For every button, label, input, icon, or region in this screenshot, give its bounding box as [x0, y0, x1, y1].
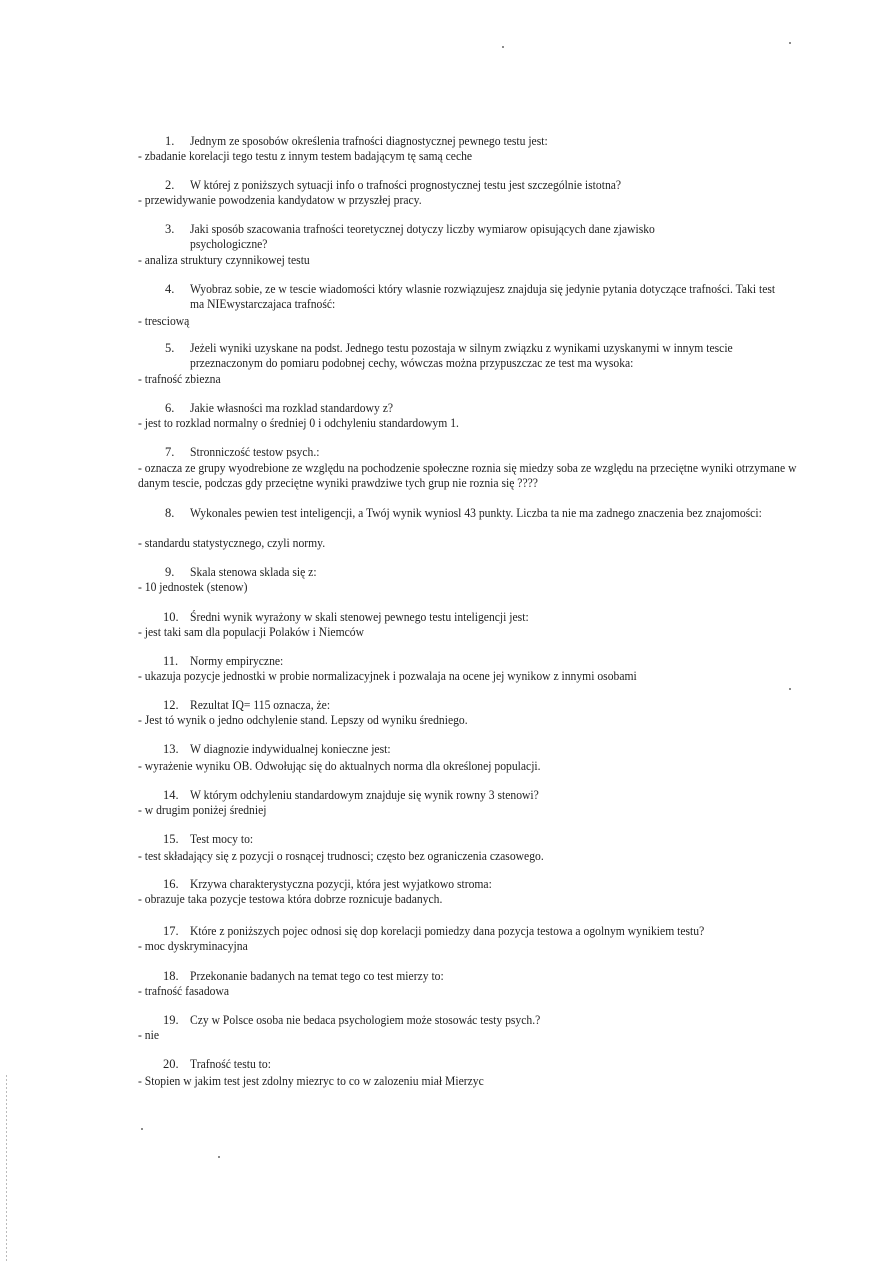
- scan-edge: [6, 1075, 7, 1263]
- question-20: [165, 1057, 805, 1072]
- answer-18: - trafność fasadowa: [138, 984, 230, 998]
- question-text: W diagnozie indywidualnej konieczne jest:: [190, 742, 391, 756]
- answer-4: - tresciową: [138, 314, 190, 328]
- question-text: Które z poniższych pojec odnosi się dop korelacji pomiedzy dana pozycja testowa a ogolnym wynikiem testu?: [190, 924, 705, 938]
- question-13: [165, 742, 805, 757]
- answer-3: - analiza struktury czynnikowej testu: [138, 253, 310, 267]
- answer-8: - standardu statystycznego, czyli normy.: [138, 536, 326, 550]
- question-text: Jakie własności ma rozklad standardowy z?: [190, 401, 394, 415]
- question-text: W którym odchyleniu standardowym znajduje się wynik rowny 3 stenowi?: [190, 788, 539, 802]
- answer-20: - Stopien w jakim test jest zdolny miezryc to co w zalozeniu miał Mierzyc: [138, 1074, 484, 1088]
- question-text: Jednym ze sposobów określenia trafności diagnostycznej pewnego testu jest:: [190, 134, 548, 148]
- question-number: 9.: [165, 565, 175, 579]
- question-number: 13.: [163, 742, 179, 756]
- question-number: 7.: [165, 445, 175, 459]
- question-text: Średni wynik wyrażony w skali stenowej pewnego testu inteligencji jest:: [190, 610, 529, 624]
- question-number: 11.: [163, 654, 179, 668]
- question-2: [165, 178, 805, 193]
- scan-speck: [502, 46, 504, 48]
- question-11: [165, 654, 805, 669]
- question-text: Wyobraz sobie, ze w tescie wiadomości który wlasnie rozwiązujesz znajduja się jedynie pytania dotyczące trafności. Taki test ma NIEwystarczajaca trafność:: [190, 282, 776, 311]
- question-text: Rezultat IQ= 115 oznacza, że:: [190, 698, 331, 712]
- question-3: [165, 222, 805, 252]
- question-10: [165, 610, 805, 625]
- question-17: [165, 924, 805, 939]
- question-text: W której z poniższych sytuacji info o trafności prognostycznej testu jest szczególnie istotna?: [190, 178, 622, 192]
- question-number: 17.: [163, 924, 179, 938]
- answer-12: - Jest tó wynik o jedno odchylenie stand. Lepszy od wyniku średniego.: [138, 713, 468, 727]
- answer-17: - moc dyskryminacyjna: [138, 939, 248, 953]
- question-number: 8.: [165, 506, 175, 520]
- answer-7: - oznacza ze grupy wyodrebione ze względu na pochodzenie społeczne roznia się miedzy soba ze względu na przeciętne wyniki otrzymane w danym tescie, podczas gdy przeciętne wyniki prawdziwe tych grup nie roznia się ????: [138, 461, 797, 490]
- question-number: 12.: [163, 698, 179, 712]
- scan-speck: [141, 1128, 143, 1130]
- question-number: 6.: [165, 401, 175, 415]
- question-5: [165, 341, 805, 371]
- answer-5: - trafność zbiezna: [138, 372, 221, 386]
- answer-15: - test składający się z pozycji o rosnącej trudnosci; często bez ograniczenia czasowego.: [138, 849, 544, 863]
- question-number: 20.: [163, 1057, 179, 1071]
- scan-speck: [789, 688, 791, 690]
- question-number: 15.: [163, 832, 179, 846]
- question-text: Skala stenowa sklada się z:: [190, 565, 317, 579]
- answer-2: - przewidywanie powodzenia kandydatow w przyszłej pracy.: [138, 193, 422, 207]
- answer-11: - ukazuja pozycje jednostki w probie normalizacyjnek i pozwalaja na ocene jej wynikow z innymi osobami: [138, 669, 637, 683]
- question-8: [165, 506, 805, 521]
- question-19: [165, 1013, 805, 1028]
- question-text: Krzywa charakterystyczna pozycji, która jest wyjatkowo stroma:: [190, 877, 492, 891]
- question-number: 16.: [163, 877, 179, 891]
- question-6: [165, 401, 805, 416]
- question-text: Stronniczość testow psych.:: [190, 445, 320, 459]
- question-text: Normy empiryczne:: [190, 654, 284, 668]
- answer-9: - 10 jednostek (stenow): [138, 580, 248, 594]
- question-number: 14.: [163, 788, 179, 802]
- question-9: [165, 565, 805, 580]
- question-number: 10.: [163, 610, 179, 624]
- answer-13: - wyrażenie wyniku OB. Odwołując się do aktualnych norma dla określonej populacji.: [138, 759, 541, 773]
- answer-6: - jest to rozklad normalny o średniej 0 i odchyleniu standardowym 1.: [138, 416, 459, 430]
- question-text: Test mocy to:: [190, 832, 254, 846]
- question-text: Czy w Polsce osoba nie bedaca psychologiem może stosowác testy psych.?: [190, 1013, 541, 1027]
- question-number: 2.: [165, 178, 175, 192]
- question-number: 3.: [165, 222, 175, 236]
- scan-speck: [789, 42, 791, 44]
- answer-14: - w drugim poniżej średniej: [138, 803, 267, 817]
- question-1: [165, 134, 805, 149]
- question-number: 4.: [165, 282, 175, 296]
- question-text: Wykonales pewien test inteligencji, a Twój wynik wyniosl 43 punkty. Liczba ta nie ma zadnego znaczenia bez znajomości:: [190, 506, 762, 520]
- question-text: Jaki sposób szacowania trafności teoretycznej dotyczy liczby wymiarow opisujących dane zjawisko psychologiczne?: [190, 222, 655, 251]
- question-16: [165, 877, 805, 892]
- question-text: Przekonanie badanych na temat tego co test mierzy to:: [190, 969, 444, 983]
- answer-19: - nie: [138, 1028, 159, 1042]
- question-text: Trafność testu to:: [190, 1057, 271, 1071]
- answer-16: - obrazuje taka pozycje testowa która dobrze roznicuje badanych.: [138, 892, 443, 906]
- question-15: [165, 832, 805, 847]
- scan-speck: [218, 1156, 220, 1158]
- question-number: 1.: [165, 134, 175, 148]
- question-7: [165, 445, 805, 460]
- answer-1: - zbadanie korelacji tego testu z innym testem badającym tę samą ceche: [138, 149, 473, 163]
- question-number: 5.: [165, 341, 175, 355]
- question-text: Jeżeli wyniki uzyskane na podst. Jednego testu pozostaja w silnym związku z wynikami uzyskanymi w innym tescie przeznaczonym do pomiaru podobnej cechy, wówczas można przypuszczac ze test ma wysoka:: [190, 341, 733, 370]
- answer-10: - jest taki sam dla populacji Polaków i Niemców: [138, 625, 365, 639]
- question-12: [165, 698, 805, 713]
- question-14: [165, 788, 805, 803]
- question-number: 18.: [163, 969, 179, 983]
- question-4: [165, 282, 805, 312]
- question-18: [165, 969, 805, 984]
- question-number: 19.: [163, 1013, 179, 1027]
